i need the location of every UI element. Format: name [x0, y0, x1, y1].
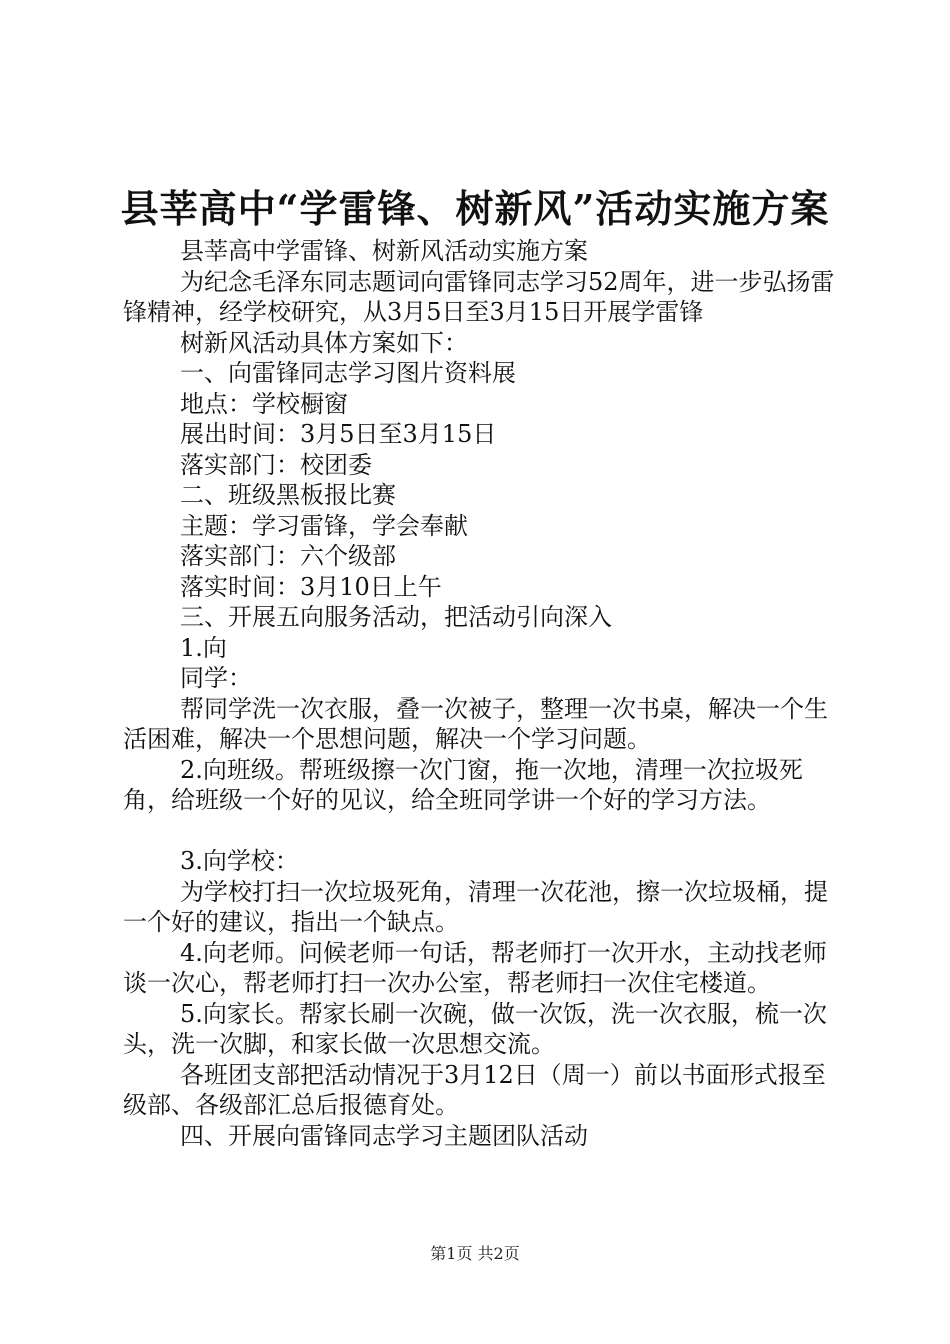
paragraph: 树新风活动具体方案如下：	[180, 328, 468, 357]
paragraph: 展出时间：3月5日至3月15日	[180, 420, 497, 448]
paragraph: 1.向	[180, 633, 227, 662]
section-heading: 二、班级黑板报比赛	[180, 481, 396, 509]
paragraph: 县莘高中学雷锋、树新风活动实施方案	[180, 237, 588, 265]
paragraph: 3.向学校：	[180, 847, 299, 875]
document-body	[123, 236, 839, 1151]
paragraph: 落实部门：六个级部	[180, 542, 396, 570]
paragraph: 各班团支部把活动情况于3月12日（周一）前以书面形式报至级部、各级部汇总后报德育处。	[123, 1060, 826, 1119]
document-title: 县莘高中“学雷锋、树新风”活动实施方案	[120, 186, 830, 231]
paragraph: 5.向家长。帮家长刷一次碗，做一次饭，洗一次衣服，梳一次头，洗一次脚，和家长做一次思想交流。	[123, 999, 827, 1058]
paragraph: 4.向老师。问候老师一句话，帮老师打一次开水，主动找老师谈一次心，帮老师打扫一次办公室，帮老师扫一次住宅楼道。	[123, 938, 827, 997]
section-heading: 一、向雷锋同志学习图片资料展	[180, 359, 516, 387]
paragraph: 落实时间：3月10日上午	[180, 572, 442, 601]
section-heading: 三、开展五向服务活动，把活动引向深入	[180, 603, 612, 631]
paragraph: 帮同学洗一次衣服，叠一次被子，整理一次书桌，解决一个生活困难，解决一个思想问题，解决一个学习问题。	[123, 694, 828, 753]
paragraph: 主题：学习雷锋，学会奉献	[180, 511, 468, 540]
paragraph: 地点：学校橱窗	[180, 389, 348, 418]
paragraph: 为纪念毛泽东同志题词向雷锋同志学习52周年，进一步弘扬雷锋精神，经学校研究，从3月5日至3月15日开展学雷锋	[123, 267, 835, 326]
blank-line	[123, 816, 839, 847]
paragraph: 2.向班级。帮班级擦一次门窗，拖一次地，清理一次拉圾死角，给班级一个好的见议，给全班同学讲一个好的学习方法。	[123, 755, 803, 814]
paragraph: 同学：	[180, 664, 252, 692]
paragraph: 落实部门：校团委	[180, 450, 372, 479]
paragraph: 为学校打扫一次垃圾死角，清理一次花池，擦一次垃圾桶，提一个好的建议，指出一个缺点。	[123, 877, 828, 936]
section-heading: 四、开展向雷锋同志学习主题团队活动	[180, 1121, 588, 1150]
page-number: 第1页 共2页	[430, 1244, 520, 1263]
